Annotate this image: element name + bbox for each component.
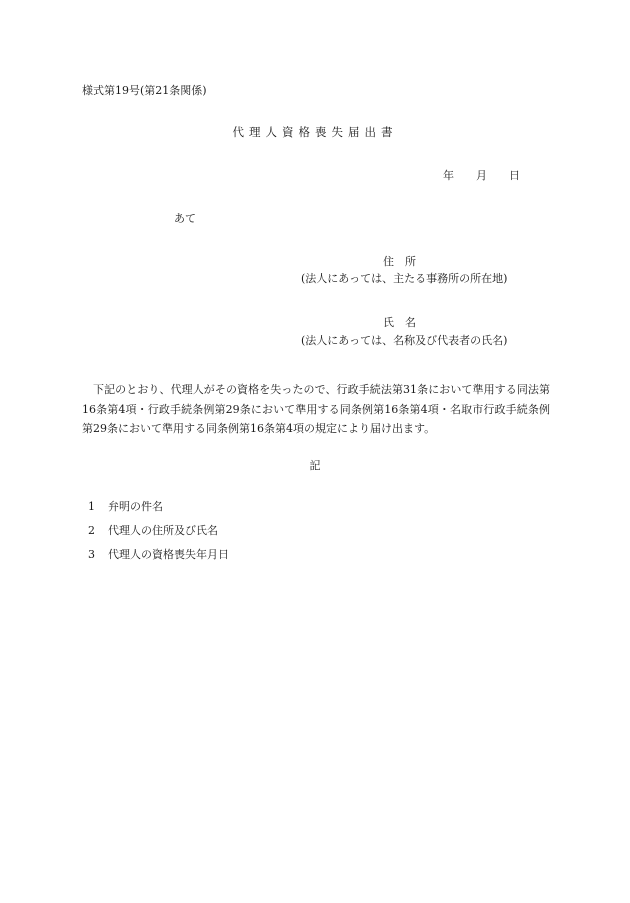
name-label (383, 314, 416, 330)
address-label (383, 253, 416, 269)
list-item-number: 2 (88, 524, 95, 537)
list-item (88, 522, 218, 538)
list-item-number: 3 (88, 548, 95, 561)
list-item-number: 1 (88, 500, 95, 513)
address-note: (法人にあっては、主たる事務所の所在地) (301, 272, 508, 285)
address-label-1: 住 (383, 255, 394, 268)
form-number: 様式第19号(第21条関係) (82, 84, 207, 97)
list-item (88, 498, 163, 514)
list-item-text: 代理人の住所及び氏名 (108, 524, 218, 537)
name-label-1: 氏 (383, 316, 394, 329)
date-line (443, 167, 520, 183)
date-year: 年 (443, 169, 454, 182)
ki-heading: 記 (309, 459, 321, 472)
addressee-suffix: あて (174, 212, 196, 225)
name-label-2: 名 (405, 316, 416, 329)
date-month: 月 (476, 169, 487, 182)
list-item-text: 弁明の件名 (108, 500, 163, 513)
list-item (88, 546, 229, 562)
body-text: 下記のとおり、代理人がその資格を失ったので、行政手続法第31条において準用する同法第16条第4項・行政手続条例第29条において準用する同条例第16条第4項・名取市行政手続条例第29条において準用する同条例第16条第4項の規定により届け出ます。 (82, 383, 550, 435)
list-item-text: 代理人の資格喪失年月日 (108, 548, 229, 561)
document-title: 代理人資格喪失届出書 (232, 125, 398, 139)
name-note: (法人にあっては、名称及び代表者の氏名) (301, 334, 508, 347)
address-label-2: 所 (405, 255, 416, 268)
date-day: 日 (509, 169, 520, 182)
